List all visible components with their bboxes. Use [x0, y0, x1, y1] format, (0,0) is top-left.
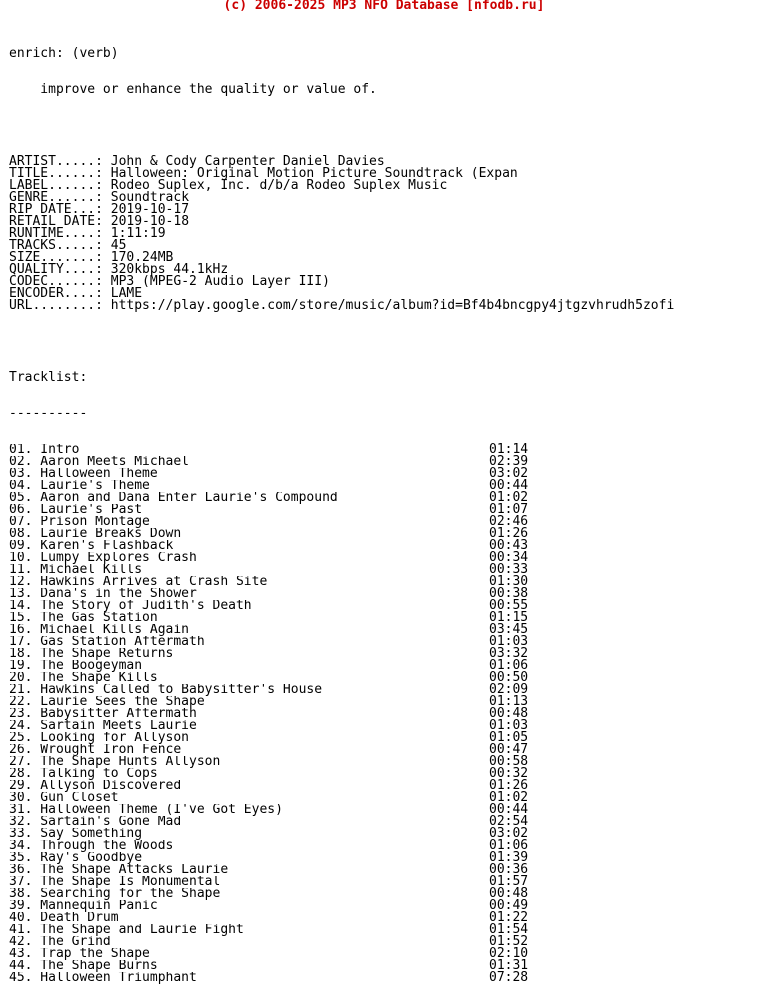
track-duration: 00:49: [489, 898, 529, 913]
track-title: 44. The Shape Burns: [9, 960, 158, 972]
track-duration: 01:06: [489, 658, 529, 673]
track-row: [9, 684, 674, 696]
track-row: [9, 612, 674, 624]
track-duration: 07:28: [489, 970, 529, 985]
track-title: 18. The Shape Returns: [9, 648, 174, 660]
info-label: ENCODER....:: [9, 286, 111, 301]
track-duration: 00:47: [489, 742, 529, 757]
track-title: 27. The Shape Hunts Allyson: [9, 756, 221, 768]
track-duration: 01:57: [489, 874, 529, 889]
track-duration: 00:43: [489, 538, 529, 553]
track-title: 45. Halloween Triumphant: [9, 972, 197, 984]
track-row: [9, 504, 674, 516]
track-duration: 01:54: [489, 922, 529, 937]
track-title: 07. Prison Montage: [9, 516, 150, 528]
info-value: Halloween: Original Motion Picture Soundtrack (Expan: [110, 166, 518, 181]
track-title: 38. Searching for the Shape: [9, 888, 221, 900]
track-row: [9, 960, 674, 972]
info-label: TRACKS.....:: [9, 238, 111, 253]
track-duration: 02:10: [489, 946, 529, 961]
info-row: [9, 300, 674, 312]
track-title: 39. Mannequin Panic: [9, 900, 158, 912]
track-title: 24. Sartain Meets Laurie: [9, 720, 197, 732]
track-row: [9, 564, 674, 576]
info-value: 2019-10-18: [110, 214, 190, 229]
info-label: RIP DATE...:: [9, 202, 111, 217]
info-value: 320kbps 44.1kHz: [110, 262, 229, 277]
track-duration: 00:44: [489, 478, 529, 493]
track-duration: 02:09: [489, 682, 529, 697]
track-row: [9, 720, 674, 732]
track-title: 26. Wrought Iron Fence: [9, 744, 182, 756]
track-title: 19. The Boogeyman: [9, 660, 143, 672]
tracklist: [9, 444, 674, 984]
track-row: [9, 552, 674, 564]
track-duration: 00:34: [489, 550, 529, 565]
track-row: [9, 456, 674, 468]
track-duration: 01:31: [489, 958, 529, 973]
track-row: [9, 900, 674, 912]
track-title: 31. Halloween Theme (I've Got Eyes): [9, 804, 283, 816]
track-title: 09. Karen's Flashback: [9, 540, 174, 552]
spacer: [9, 120, 674, 132]
track-row: [9, 516, 674, 528]
track-title: 29. Allyson Discovered: [9, 780, 182, 792]
track-title: 13. Dana's in the Shower: [9, 588, 197, 600]
track-duration: 03:02: [489, 826, 529, 841]
track-row: [9, 804, 674, 816]
track-title: 43. Trap the Shape: [9, 948, 150, 960]
info-label: RUNTIME....:: [9, 226, 111, 241]
track-title: 15. The Gas Station: [9, 612, 158, 624]
info-value: 170.24MB: [110, 250, 174, 265]
track-row: [9, 648, 674, 660]
track-row: [9, 864, 674, 876]
track-title: 02. Aaron Meets Michael: [9, 456, 190, 468]
track-title: 34. Through the Woods: [9, 840, 174, 852]
track-title: 30. Gun Closet: [9, 792, 119, 804]
track-title: 35. Ray's Goodbye: [9, 852, 143, 864]
track-duration: 02:54: [489, 814, 529, 829]
track-row: [9, 672, 674, 684]
track-row: [9, 840, 674, 852]
info-value: 1:11:19: [110, 226, 166, 241]
track-title: 41. The Shape and Laurie Fight: [9, 924, 244, 936]
track-duration: 01:15: [489, 610, 529, 625]
track-row: [9, 708, 674, 720]
track-title: 03. Halloween Theme: [9, 468, 158, 480]
track-duration: 00:48: [489, 886, 529, 901]
track-row: [9, 876, 674, 888]
track-duration: 00:55: [489, 598, 529, 613]
track-title: 25. Looking for Allyson: [9, 732, 190, 744]
track-duration: 01:07: [489, 502, 529, 517]
track-row: [9, 744, 674, 756]
track-title: 05. Aaron and Dana Enter Laurie's Compound: [9, 492, 338, 504]
track-duration: 01:02: [489, 790, 529, 805]
release-info: [9, 156, 674, 312]
track-row: [9, 972, 674, 984]
tracklist-heading: Tracklist:: [9, 370, 88, 385]
track-title: 22. Laurie Sees the Shape: [9, 696, 205, 708]
track-row: [9, 444, 674, 456]
track-title: 42. The Grind: [9, 936, 111, 948]
info-label: URL........:: [9, 298, 111, 313]
track-duration: 00:36: [489, 862, 529, 877]
track-duration: 01:02: [489, 490, 529, 505]
track-row: [9, 780, 674, 792]
track-row: [9, 948, 674, 960]
track-row: [9, 924, 674, 936]
track-duration: 01:13: [489, 694, 529, 709]
track-title: 06. Laurie's Past: [9, 504, 143, 516]
track-title: 40. Death Drum: [9, 912, 119, 924]
track-duration: 00:58: [489, 754, 529, 769]
info-label: SIZE.......:: [9, 250, 111, 265]
track-duration: 02:46: [489, 514, 529, 529]
track-duration: 03:02: [489, 466, 529, 481]
track-title: 01. Intro: [9, 444, 80, 456]
track-duration: 01:06: [489, 838, 529, 853]
info-label: RETAIL DATE:: [9, 214, 111, 229]
track-row: [9, 492, 674, 504]
track-title: 16. Michael Kills Again: [9, 624, 190, 636]
track-duration: 00:50: [489, 670, 529, 685]
track-row: [9, 768, 674, 780]
track-duration: 01:14: [489, 442, 529, 457]
info-label: QUALITY....:: [9, 262, 111, 277]
track-row: [9, 576, 674, 588]
tracklist-rule: ----------: [9, 406, 88, 421]
track-duration: 01:30: [489, 574, 529, 589]
track-row: [9, 636, 674, 648]
track-duration: 00:48: [489, 706, 529, 721]
track-title: 14. The Story of Judith's Death: [9, 600, 252, 612]
info-value: John & Cody Carpenter Daniel Davies: [110, 154, 385, 169]
track-title: 04. Laurie's Theme: [9, 480, 150, 492]
track-duration: 01:03: [489, 634, 529, 649]
track-row: [9, 756, 674, 768]
track-duration: 01:52: [489, 934, 529, 949]
info-label: ARTIST.....:: [9, 154, 111, 169]
track-row: [9, 480, 674, 492]
track-title: 21. Hawkins Called to Babysitter's House: [9, 684, 323, 696]
info-value: 45: [110, 238, 127, 253]
track-duration: 01:26: [489, 778, 529, 793]
track-title: 10. Lumpy Explores Crash: [9, 552, 197, 564]
track-duration: 01:05: [489, 730, 529, 745]
track-row: [9, 852, 674, 864]
info-label: CODEC......:: [9, 274, 111, 289]
site-banner[interactable]: (c) 2006-2025 MP3 NFO Database [nfodb.ru]: [223, 0, 545, 13]
track-row: [9, 792, 674, 804]
info-value: LAME: [110, 286, 143, 301]
track-row: [9, 696, 674, 708]
track-duration: 01:39: [489, 850, 529, 865]
track-duration: 00:44: [489, 802, 529, 817]
definition-meaning: improve or enhance the quality or value of.: [9, 82, 377, 97]
track-title: 28. Talking to Cops: [9, 768, 158, 780]
track-title: 37. The Shape Is Monumental: [9, 876, 221, 888]
info-value: 2019-10-17: [110, 202, 190, 217]
nfo-content: [9, 24, 674, 996]
track-duration: 01:26: [489, 526, 529, 541]
track-duration: 03:45: [489, 622, 529, 637]
track-title: 08. Laurie Breaks Down: [9, 528, 182, 540]
track-duration: 03:32: [489, 646, 529, 661]
track-row: [9, 660, 674, 672]
info-value: MP3 (MPEG-2 Audio Layer III): [110, 274, 330, 289]
track-duration: 00:33: [489, 562, 529, 577]
track-row: [9, 936, 674, 948]
track-title: 23. Babysitter Aftermath: [9, 708, 197, 720]
track-row: [9, 600, 674, 612]
track-title: 11. Michael Kills: [9, 564, 143, 576]
track-row: [9, 732, 674, 744]
definition-word: enrich: (verb): [9, 46, 119, 61]
track-duration: 02:39: [489, 454, 529, 469]
info-value: https://play.google.com/store/music/album?id=Bf4b4bncgpy4jtgzvhrudh5zofi: [110, 298, 675, 313]
track-duration: 01:22: [489, 910, 529, 925]
track-row: [9, 816, 674, 828]
info-label: LABEL......:: [9, 178, 111, 193]
track-row: [9, 588, 674, 600]
track-row: [9, 828, 674, 840]
track-title: 32. Sartain's Gone Mad: [9, 816, 182, 828]
track-row: [9, 888, 674, 900]
info-label: TITLE......:: [9, 166, 111, 181]
info-value: Soundtrack: [110, 190, 190, 205]
spacer: [9, 336, 674, 348]
track-title: 20. The Shape Kills: [9, 672, 158, 684]
track-title: 17. Gas Station Aftermath: [9, 636, 205, 648]
track-row: [9, 624, 674, 636]
track-row: [9, 528, 674, 540]
track-title: 33. Say Something: [9, 828, 143, 840]
track-title: 36. The Shape Attacks Laurie: [9, 864, 229, 876]
info-value: Rodeo Suplex, Inc. d/b/a Rodeo Suplex Music: [110, 178, 448, 193]
track-duration: 01:03: [489, 718, 529, 733]
track-title: 12. Hawkins Arrives at Crash Site: [9, 576, 268, 588]
track-row: [9, 540, 674, 552]
track-duration: 00:38: [489, 586, 529, 601]
track-row: [9, 912, 674, 924]
track-duration: 00:32: [489, 766, 529, 781]
track-row: [9, 468, 674, 480]
info-label: GENRE......:: [9, 190, 111, 205]
